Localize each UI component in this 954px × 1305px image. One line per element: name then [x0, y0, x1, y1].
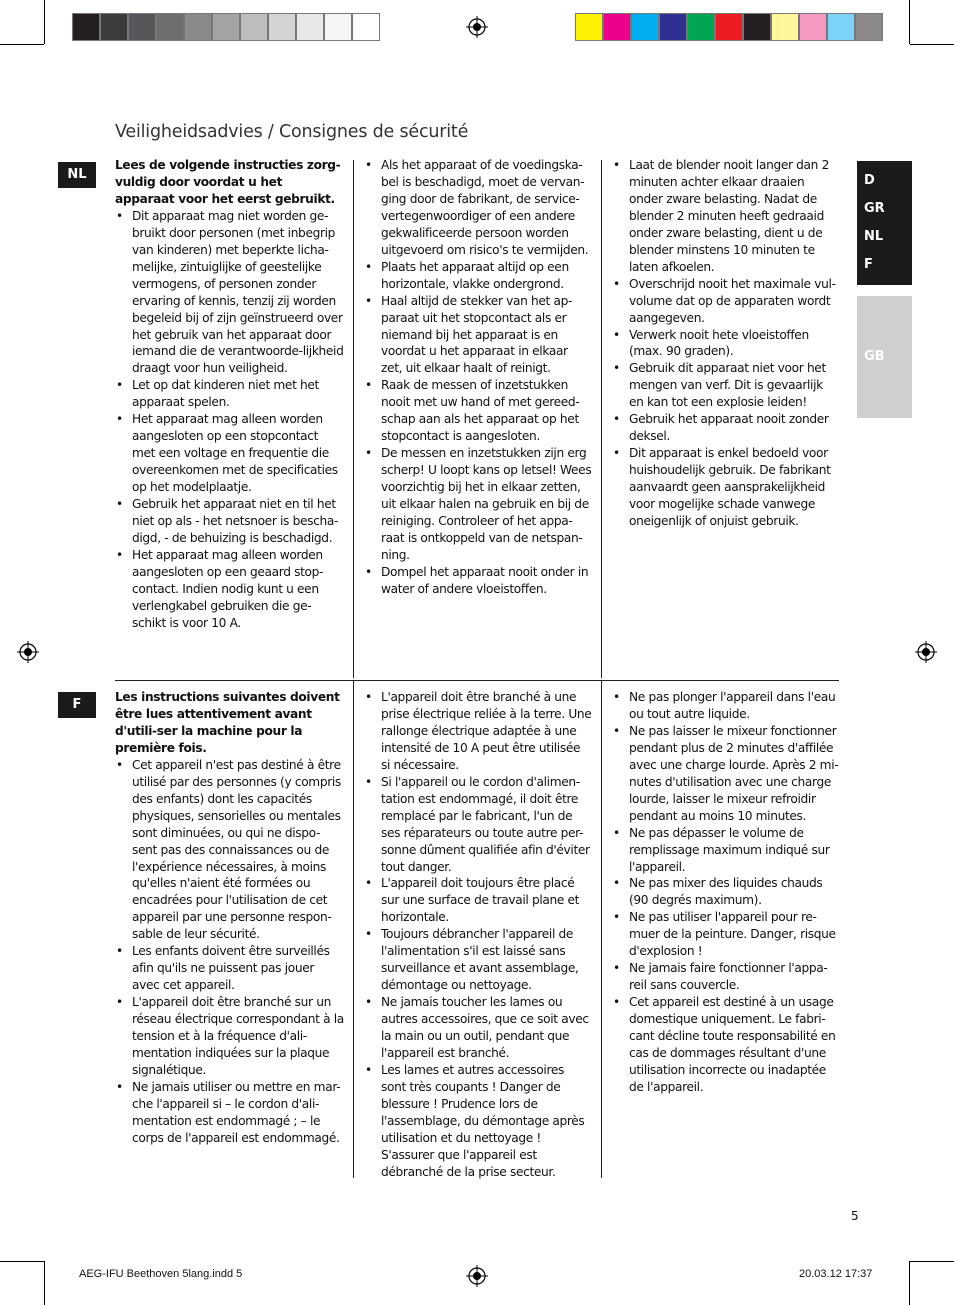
bullet-item: • Ne pas laisser le mixeur fonctionner pendant plus de 2 minutes d'affilée avec une charge lourde. Après 2 mi-nutes d'utilisation avec une charge lourde, laisser le mixeur refroidir pendant au moins 10 minutes.: [612, 723, 840, 825]
nl-list-1: [115, 208, 344, 632]
f-column-3: [612, 689, 840, 1096]
bullet-item: • Cet appareil est destiné à un usage domestique uniquement. Le fabri-cant décline toute responsabilité en cas de dommages résultant d'une utilisation incorrecte ou inadaptée de l'appareil.: [612, 994, 840, 1096]
column-divider: [353, 681, 354, 1178]
language-label-nl: NL: [58, 162, 96, 188]
bullet-item: • Ne pas plonger l'appareil dans l'eau ou tout autre liquide.: [612, 689, 840, 723]
color-swatch: [659, 13, 687, 41]
f-intro: Les instructions suivantes doivent être lues attentivement avant d'utili-ser la machine pour la première fois.: [115, 690, 340, 755]
column-divider: [601, 160, 602, 678]
section-divider: [115, 680, 839, 681]
color-swatch: [855, 13, 883, 41]
color-swatch: [799, 13, 827, 41]
color-swatch: [715, 13, 743, 41]
color-swatch: [324, 13, 352, 41]
bullet-item: • L'appareil doit être branché à une prise électrique reliée à la terre. Une rallonge électrique adaptée à une intensité de 10 A peut être utilisée si nécessaire.: [364, 689, 592, 774]
f-list-2: [364, 689, 592, 1181]
color-swatch: [771, 13, 799, 41]
tab-nl[interactable]: NL: [864, 229, 884, 244]
column-divider: [601, 681, 602, 1178]
color-swatch: [184, 13, 212, 41]
bullet-item: • Het apparaat mag alleen worden aangesloten op een stopcontact met een voltage en frequentie die overeenkomen met de specificaties op het modelplaatje.: [115, 411, 344, 496]
tab-gb[interactable]: GB: [864, 349, 885, 364]
bullet-item: • Ne pas dépasser le volume de remplissage maximum indiqué sur l'appareil.: [612, 825, 840, 876]
color-swatch: [296, 13, 324, 41]
tab-d[interactable]: D: [864, 173, 875, 188]
nl-column-3: [612, 157, 840, 530]
language-label-f: F: [58, 692, 96, 718]
tab-gr[interactable]: GR: [864, 201, 885, 216]
column-divider: [353, 160, 354, 678]
bullet-item: • Ne pas mixer des liquides chauds (90 degrés maximum).: [612, 875, 840, 909]
bullet-item: • L'appareil doit être branché sur un réseau électrique correspondant à la tension et à la fréquence d'ali-mentation indiquées sur la plaque signalétique.: [115, 994, 344, 1079]
bullet-item: • Ne jamais faire fonctionner l'appa-reil sans couvercle.: [612, 960, 840, 994]
bullet-item: • Toujours débrancher l'appareil de l'alimentation s'il est laissé sans surveillance et avant assemblage, démontage ou nettoyage.: [364, 926, 592, 994]
f-list-1: [115, 757, 344, 1147]
f-column-1: [115, 689, 344, 1147]
registration-mark-icon: [915, 641, 937, 663]
registration-mark-icon: [466, 1265, 488, 1287]
color-swatch: [687, 13, 715, 41]
color-swatch: [212, 13, 240, 41]
color-swatch: [100, 13, 128, 41]
bullet-item: • Dit apparaat mag niet worden ge-bruikt door personen (met inbegrip van kinderen) met beperkte licha-melijke, zintuiglijke of geestelijke vermogens, of personen zonder ervaring of kennis, tenzij zij worden begeleid bij of zijn geïnstrueerd over het gebruik van het apparaat door iemand die de verantwoorde-lijkheid draagt voor hun veiligheid.: [115, 208, 344, 378]
footer-date: 20.03.12 17:37: [799, 1268, 873, 1280]
bullet-item: • Gebruik dit apparaat niet voor het mengen van verf. Dit is gevaarlijk en kan tot een explosie leiden!: [612, 360, 840, 411]
footer-file-name: AEG-IFU Beethoven 5lang.indd 5: [79, 1268, 243, 1280]
bullet-item: • Dit apparaat is enkel bedoeld voor huishoudelijk gebruik. De fabrikant aanvaardt geen aansprakelijkheid voor mogelijke schade vanwege oneigenlijk of onjuist gebruik.: [612, 445, 840, 530]
bullet-item: • Verwerk nooit hete vloeistoffen (max. 90 graden).: [612, 327, 840, 361]
nl-list-3: [612, 157, 840, 530]
nl-column-2: [364, 157, 592, 598]
bullet-item: • De messen en inzetstukken zijn erg scherp! U loopt kans op letsel! Wees voorzichtig bij het in elkaar zetten, uit elkaar halen na gebruik en bij de reiniging. Controleer of het appa-raat is ontkoppeld van de netspan-ning.: [364, 445, 592, 564]
bullet-item: • Ne jamais utiliser ou mettre en mar-che l'appareil si – le cordon d'ali-mentation est endommagé ; – le corps de l'appareil est endommagé.: [115, 1079, 344, 1147]
color-swatch: [72, 13, 100, 41]
color-swatch: [268, 13, 296, 41]
color-swatch: [827, 13, 855, 41]
registration-mark-icon: [466, 16, 488, 38]
page-title: Veiligheidsadvies / Consignes de sécurité: [115, 122, 469, 142]
color-swatch: [631, 13, 659, 41]
bullet-item: • Het apparaat mag alleen worden aangesloten op een geaard stop-contact. Indien nodig kunt u een verlengkabel gebruiken die ge-schikt is voor 10 A.: [115, 547, 344, 632]
color-swatch: [156, 13, 184, 41]
bullet-item: • Plaats het apparaat altijd op een horizontale, vlakke ondergrond.: [364, 259, 592, 293]
nl-list-2: [364, 157, 592, 598]
bullet-item: • Gebruik het apparaat niet en til het niet op als - het netsnoer is bescha-digd, - de behuizing is beschadigd.: [115, 496, 344, 547]
color-swatch: [128, 13, 156, 41]
registration-mark-icon: [17, 641, 39, 663]
bullet-item: • Les enfants doivent être surveillés afin qu'ils ne puissent pas jouer avec cet appareil.: [115, 943, 344, 994]
bullet-item: • L'appareil doit toujours être placé sur une surface de travail plane et horizontale.: [364, 875, 592, 926]
color-swatch: [352, 13, 380, 41]
bullet-item: • Overschrijd nooit het maximale vul-volume dat op de apparaten wordt aangegeven.: [612, 276, 840, 327]
bullet-item: • Cet appareil n'est pas destiné à être utilisé par des personnes (y compris des enfants) dont les capacités physiques, sensorielles ou mentales sont diminuées, ou qui ne dispo-sent pas des connaissances ou de l'expérience nécessaires, à moins qu'elles n'aient été formées ou encadrées pour l'utilisation de cet appareil par une personne respon-sable de leur sécurité.: [115, 757, 344, 943]
color-swatch: [575, 13, 603, 41]
color-swatch: [743, 13, 771, 41]
bullet-item: • Raak de messen of inzetstukken nooit met uw hand of met gereed-schap aan als het apparaat op het stopcontact is aangesloten.: [364, 377, 592, 445]
bullet-item: • Si l'appareil ou le cordon d'alimen-tation est endommagé, il doit être remplacé par le fabricant, l'un de ses réparateurs ou toute autre per-sonne dûment qualifiée afin d'éviter tout danger.: [364, 774, 592, 876]
bullet-item: • Haal altijd de stekker van het ap-paraat uit het stopcontact als er niemand bij het apparaat is en voordat u het apparaat in elkaar zet, uit elkaar haalt of reinigt.: [364, 293, 592, 378]
nl-column-1: [115, 157, 344, 632]
bullet-item: • Ne pas utiliser l'appareil pour re-muer de la peinture. Danger, risque d'explosion !: [612, 909, 840, 960]
color-swatch: [603, 13, 631, 41]
nl-intro: Lees de volgende instructies zorg-vuldig door voordat u het apparaat voor het eerst gebruikt.: [115, 158, 341, 206]
color-swatch: [240, 13, 268, 41]
bullet-item: • Dompel het apparaat nooit onder in water of andere vloeistoffen.: [364, 564, 592, 598]
bullet-item: • Les lames et autres accessoires sont très coupants ! Danger de blessure ! Prudence lors de l'assemblage, du démontage après utilisation et du nettoyage ! S'assurer que l'appareil est débranché de la prise secteur.: [364, 1062, 592, 1181]
bullet-item: • Gebruik het apparaat nooit zonder deksel.: [612, 411, 840, 445]
f-column-2: [364, 689, 592, 1181]
bullet-item: • Laat de blender nooit langer dan 2 minuten achter elkaar draaien onder zware belasting. Nadat de blender 2 minuten heeft gedraaid onder zware belasting, dient u de blender minstens 10 minuten te laten afkoelen.: [612, 157, 840, 276]
f-list-3: [612, 689, 840, 1096]
bullet-item: • Als het apparaat of de voedingska-bel is beschadigd, moet de vervan-ging door de fabrikant, de service-vertegenwoordiger of een andere gekwalificeerde persoon worden uitgevoerd om risico's te vermijden.: [364, 157, 592, 259]
page-number: 5: [851, 1209, 859, 1223]
bullet-item: • Let op dat kinderen niet met het apparaat spelen.: [115, 377, 344, 411]
tab-f[interactable]: F: [864, 257, 873, 272]
bullet-item: • Ne jamais toucher les lames ou autres accessoires, que ce soit avec la main ou un outil, pendant que l'appareil est branché.: [364, 994, 592, 1062]
